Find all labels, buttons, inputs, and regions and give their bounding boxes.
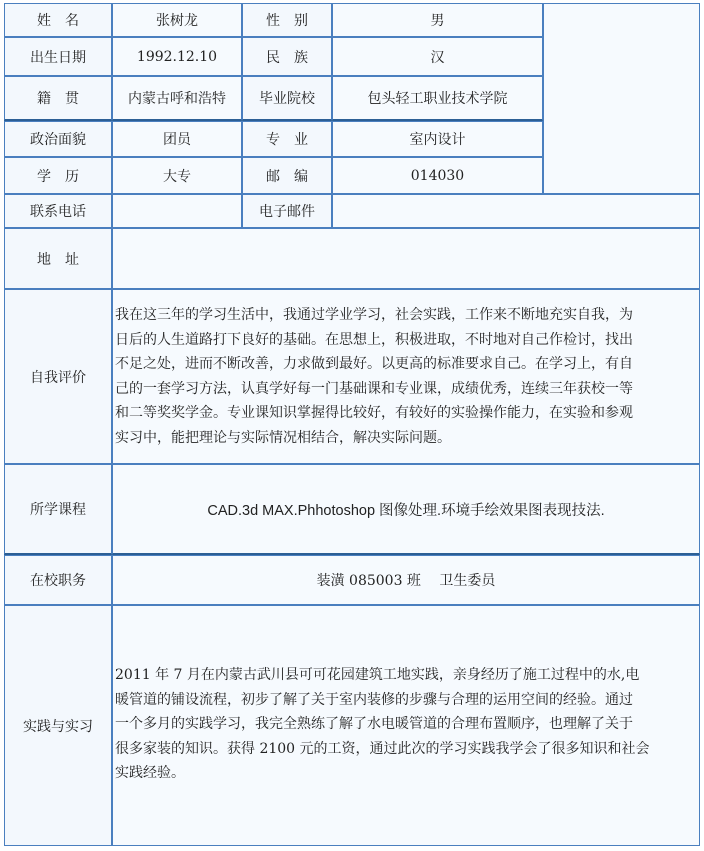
value-birth: 1992.12.10 [112, 37, 242, 76]
label-ethnicity: 民 族 [242, 37, 332, 76]
value-gender: 男 [332, 3, 543, 37]
label-school: 毕业院校 [242, 76, 332, 121]
label-native-place: 籍 贯 [4, 76, 112, 121]
label-phone: 联系电话 [4, 194, 112, 228]
self-evaluation-cell [112, 289, 700, 464]
label-political: 政治面貌 [4, 121, 112, 157]
label-self-evaluation: 自我评价 [4, 289, 112, 464]
value-email [332, 194, 700, 228]
label-practice: 实践与实习 [4, 605, 112, 846]
label-email: 电子邮件 [242, 194, 332, 228]
label-name: 姓 名 [4, 3, 112, 37]
label-postcode: 邮 编 [242, 157, 332, 194]
value-courses: CAD.3d MAX.Phhotoshop 图像处理.环境手绘效果图表现技法. [112, 464, 700, 555]
self-evaluation-text: 我在这三年的学习生活中，我通过学业学习，社会实践，工作来不断地充实自我，为 日后的人生道路打下良好的基础。在思想上，积极进取，不时地对自己作检讨，找出 不足之处，进而不断改善，力求做到最好。以更高的标准要求自己。在学习上，有自 己的一套学习方法，认真学好每一门基础课和专业课，成绩优秀，连续三年获校一等 和二等奖奖学金。专业课知识掌握得比较好，有较好的实验操作能力，在实验和参观 实习中，能把理论与实际情况相结合，解决实际问题。 [115, 307, 633, 446]
practice-cell [112, 605, 700, 846]
value-ethnicity: 汉 [332, 37, 543, 76]
value-school: 包头轻工职业技术学院 [332, 76, 543, 121]
label-gender: 性 别 [242, 3, 332, 37]
label-birth: 出生日期 [4, 37, 112, 76]
value-native-place: 内蒙古呼和浩特 [112, 76, 242, 121]
practice-text: 2011 年 7 月在内蒙古武川县可可花园建筑工地实践，亲身经历了施工过程中的水,电 暖管道的铺设流程，初步了解了关于室内装修的步骤与合理的运用空间的经验。通过 一个多月的实践学习，我完全熟练了解了水电暖管道的合理布置顺序，也理解了关于 很多家装的知识。获得 2100 元的工资，通过此次的学习实践我学会了很多知识和社会 实践经验。 [115, 667, 650, 782]
value-political: 团员 [112, 121, 242, 157]
value-postcode: 014030 [332, 157, 543, 194]
value-name: 张树龙 [112, 3, 242, 37]
label-address: 地 址 [4, 228, 112, 289]
photo-area [543, 3, 700, 194]
value-phone [112, 194, 242, 228]
value-major: 室内设计 [332, 121, 543, 157]
value-address [112, 228, 700, 289]
value-education: 大专 [112, 157, 242, 194]
label-major: 专 业 [242, 121, 332, 157]
label-positions: 在校职务 [4, 555, 112, 605]
label-courses: 所学课程 [4, 464, 112, 555]
label-education: 学 历 [4, 157, 112, 194]
value-positions: 装潢 085003 班 卫生委员 [112, 555, 700, 605]
